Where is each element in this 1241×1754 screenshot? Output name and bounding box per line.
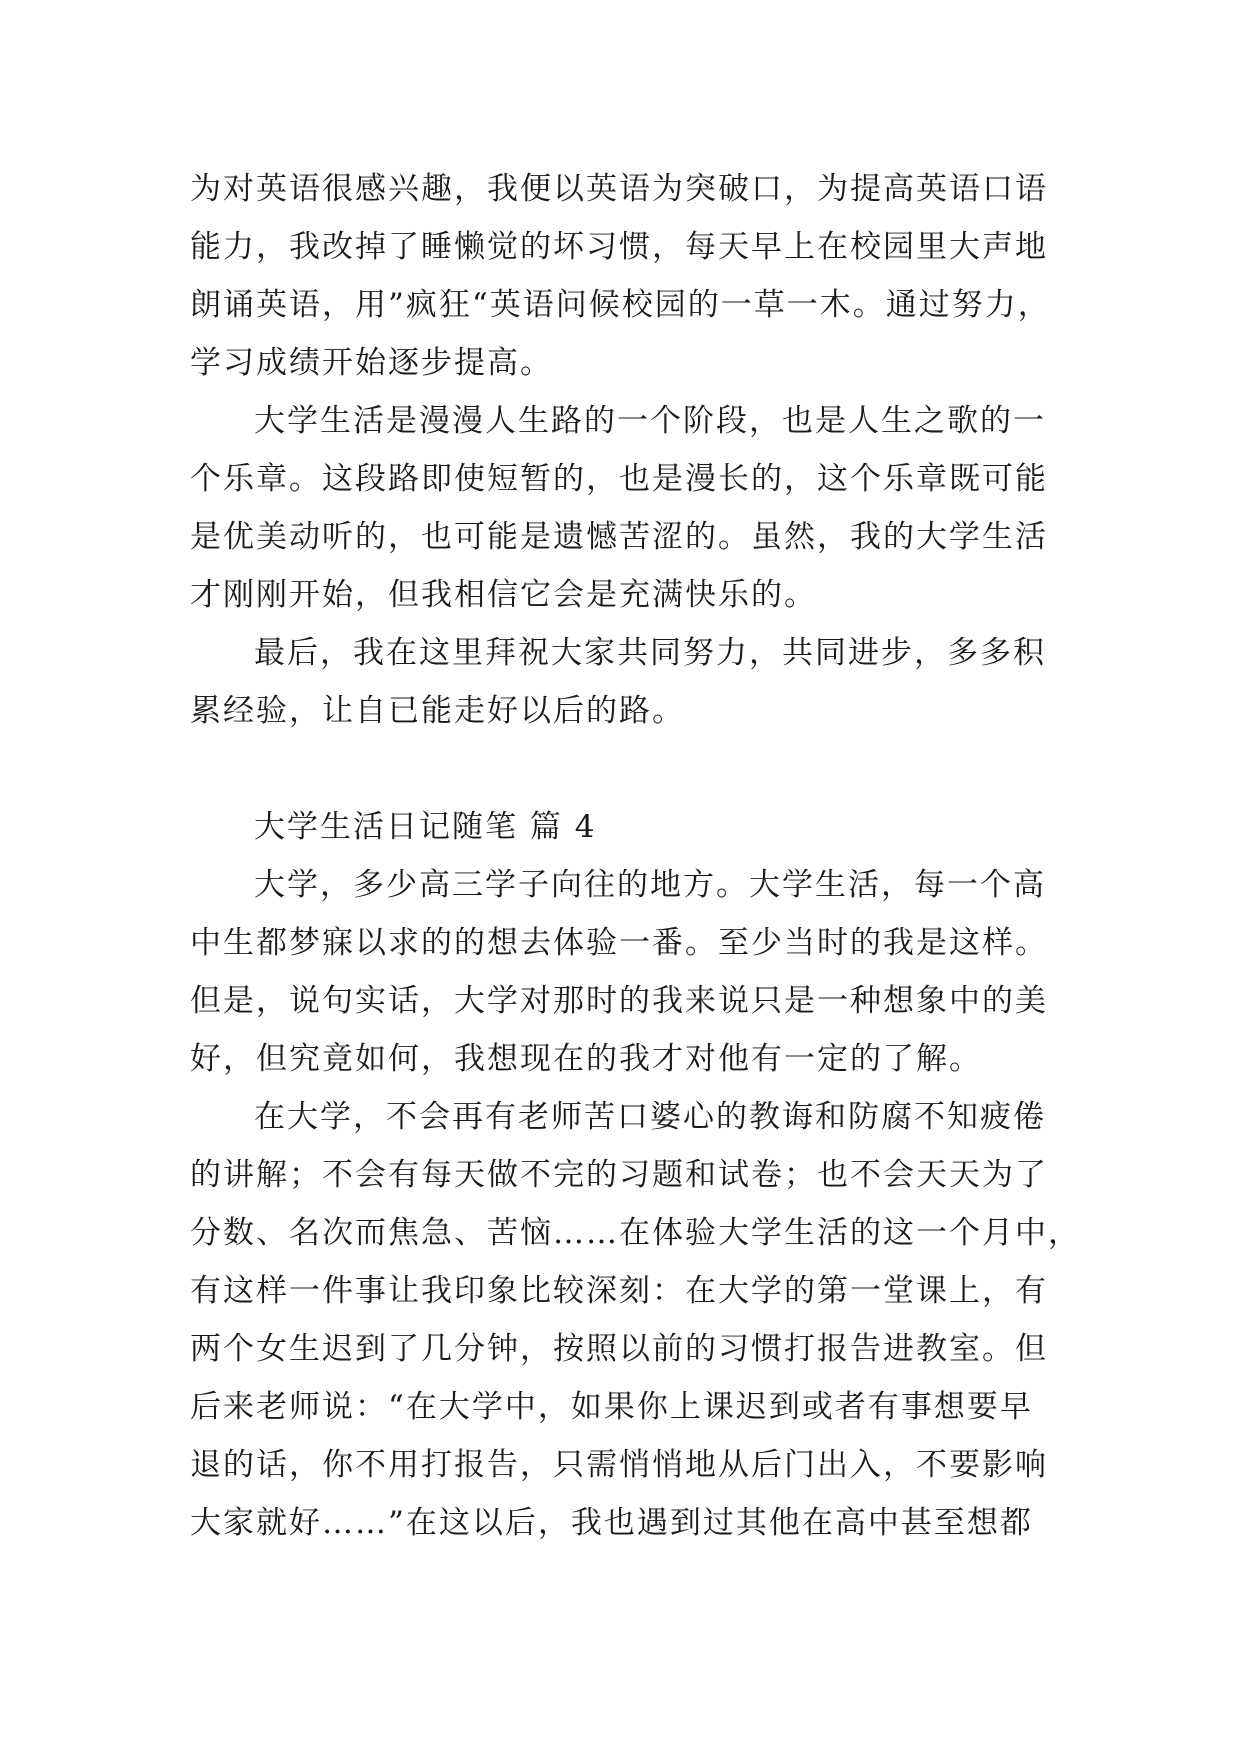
text-line: 退的话，你不用打报告，只需悄悄地从后门出入，不要影响 xyxy=(190,1447,1048,1483)
text-line: 大家就好……”在这以后，我也遇到过其他在高中甚至想都 xyxy=(190,1505,1033,1541)
document-body xyxy=(190,160,1081,1552)
text-line: 好，但究竟如何，我想现在的我才对他有一定的了解。 xyxy=(190,1041,982,1077)
text-line: 个乐章。这段路即使短暂的，也是漫长的，这个乐章既可能 xyxy=(190,461,1048,497)
text-line: 累经验，让自已能走好以后的路。 xyxy=(190,693,685,729)
paragraph-experience xyxy=(190,1088,1081,1552)
text-line: 的讲解；不会有每天做不完的习题和试卷；也不会天天为了 xyxy=(190,1157,1048,1193)
section-heading: 大学生活日记随笔 篇 4 xyxy=(254,809,597,845)
text-line: 在大学，不会再有老师苦口婆心的教诲和防腐不知疲倦 xyxy=(254,1099,1046,1135)
text-line: 有这样一件事让我印象比较深刻：在大学的第一堂课上，有 xyxy=(190,1273,1048,1309)
text-line: 大学生活是漫漫人生路的一个阶段，也是人生之歌的一 xyxy=(254,403,1046,439)
text-line: 学习成绩开始逐步提高。 xyxy=(190,345,553,381)
paragraph-university-life xyxy=(190,392,1070,624)
text-line: 为对英语很感兴趣，我便以英语为突破口，为提高英语口语 xyxy=(190,171,1048,207)
text-line: 最后，我在这里拜祝大家共同努力，共同进步，多多积 xyxy=(254,635,1046,671)
text-line: 后来老师说：“在大学中，如果你上课迟到或者有事想要早 xyxy=(190,1389,1033,1425)
text-line: 朗诵英语，用”疯狂“英语问候校园的一草一木。通过努力， xyxy=(190,287,1051,323)
text-line: 是优美动听的，也可能是遗憾苦涩的。虽然，我的大学生活 xyxy=(190,519,1048,555)
text-line: 分数、名次而焦急、苦恼……在体验大学生活的这一个月中， xyxy=(190,1215,1081,1251)
section-spacer xyxy=(190,740,1070,798)
paragraph-continuation xyxy=(190,160,1070,392)
paragraph-closing xyxy=(190,624,1070,740)
text-line: 两个女生迟到了几分钟，按照以前的习惯打报告进教室。但 xyxy=(190,1331,1048,1367)
text-line: 才刚刚开始，但我相信它会是充满快乐的。 xyxy=(190,577,817,613)
text-line: 但是，说句实话，大学对那时的我来说只是一种想象中的美 xyxy=(190,983,1048,1019)
text-line: 中生都梦寐以求的的想去体验一番。至少当时的我是这样。 xyxy=(190,925,1048,961)
text-line: 大学，多少高三学子向往的地方。大学生活，每一个高 xyxy=(254,867,1046,903)
paragraph-intro xyxy=(190,856,1070,1088)
text-line: 能力，我改掉了睡懒觉的坏习惯，每天早上在校园里大声地 xyxy=(190,229,1048,265)
